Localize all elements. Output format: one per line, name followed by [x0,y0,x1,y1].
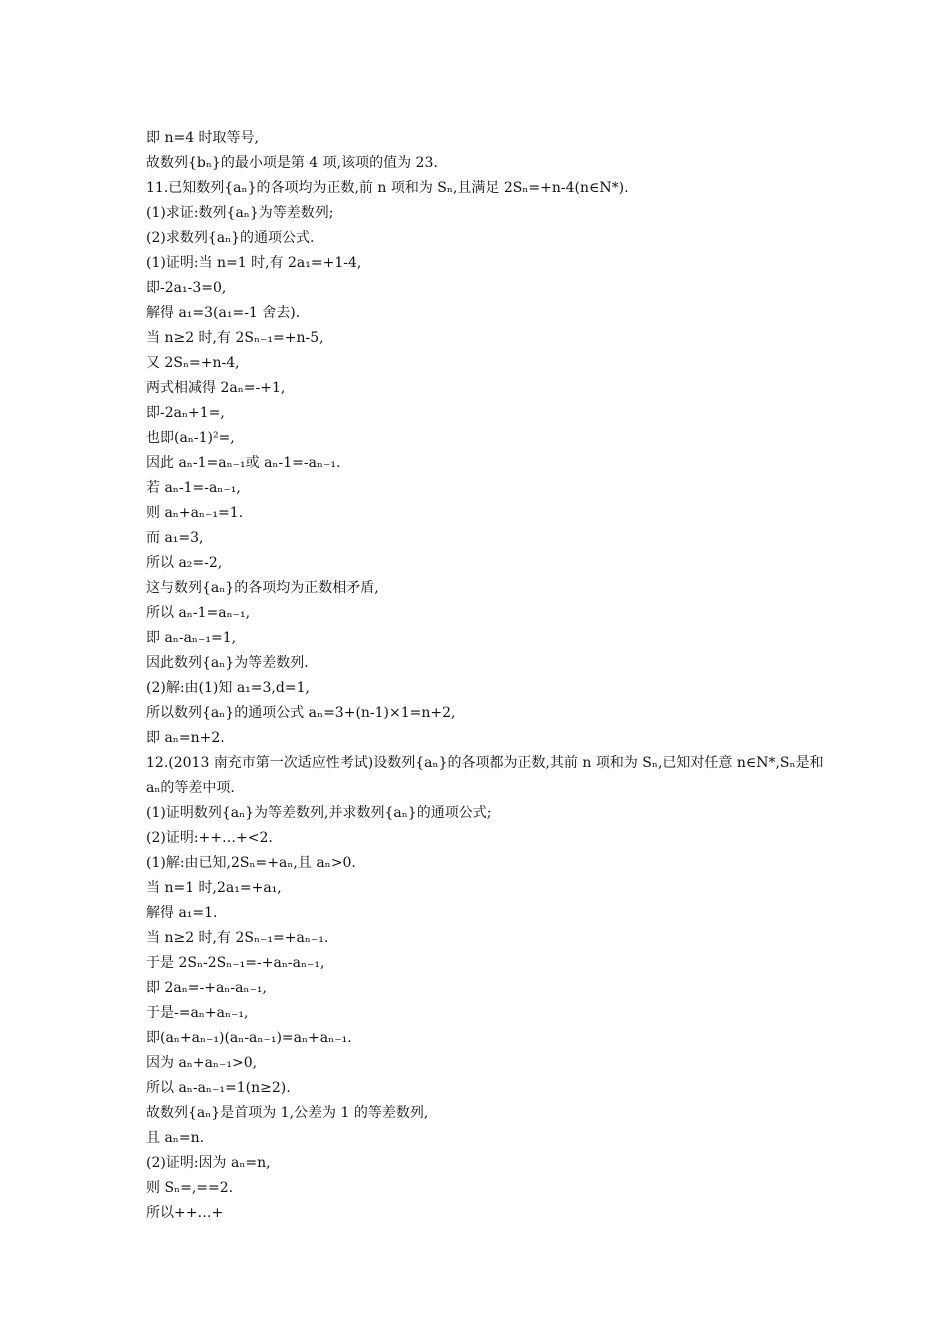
text-line: 若 aₙ-1=-aₙ₋₁, [146,480,241,496]
problem-11-statement: 11.已知数列{aₙ}的各项均为正数,前 n 项和为 Sₙ,且满足 2Sₙ=+n-4(n∈N*). [146,180,629,196]
text-line: 即-2a₁-3=0, [146,280,227,296]
text-line: (1)解:由已知,2Sₙ=+aₙ,且 aₙ>0. [146,855,356,871]
text-line: 即 n=4 时取等号, [146,130,260,146]
text-line: 因此数列{aₙ}为等差数列. [146,655,309,671]
text-line: 即 aₙ=n+2. [146,730,225,746]
text-line: 两式相减得 2aₙ=-+1, [146,380,286,396]
text-line: 即 aₙ-aₙ₋₁=1, [146,630,237,646]
text-line: 也即(aₙ-1)²=, [146,430,235,446]
text-line: (2)证明:因为 aₙ=n, [146,1155,271,1171]
text-line: 当 n=1 时,2a₁=+a₁, [146,880,282,896]
text-line: 当 n≥2 时,有 2Sₙ₋₁=+n-5, [146,330,324,346]
text-line: (2)求数列{aₙ}的通项公式. [146,230,315,246]
text-line: (1)证明:当 n=1 时,有 2a₁=+1-4, [146,255,362,271]
text-line: (1)求证:数列{aₙ}为等差数列; [146,205,334,221]
text-line: 而 a₁=3, [146,530,204,546]
text-line: (2)解:由(1)知 a₁=3,d=1, [146,680,310,696]
text-line: 即 2aₙ=-+aₙ-aₙ₋₁, [146,980,267,996]
text-line: 所以++…+ [146,1205,224,1221]
text-line: 这与数列{aₙ}的各项均为正数相矛盾, [146,580,379,596]
text-line: 当 n≥2 时,有 2Sₙ₋₁=+aₙ₋₁. [146,930,329,946]
text-line: 因为 aₙ+aₙ₋₁>0, [146,1055,258,1071]
text-line: 且 aₙ=n. [146,1130,205,1146]
text-line: 所以数列{aₙ}的通项公式 aₙ=3+(n-1)×1=n+2, [146,705,456,721]
text-line: 即(aₙ+aₙ₋₁)(aₙ-aₙ₋₁)=aₙ+aₙ₋₁. [146,1030,352,1046]
text-line: 即-2aₙ+1=, [146,405,225,421]
text-line: 解得 a₁=3(a₁=-1 舍去). [146,305,301,321]
document-body [146,126,826,1226]
text-line: 所以 aₙ-1=aₙ₋₁, [146,605,251,621]
text-line: 又 2Sₙ=+n-4, [146,355,240,371]
text-line: (2)证明:++…+<2. [146,830,273,846]
text-line: 于是 2Sₙ-2Sₙ₋₁=-+aₙ-aₙ₋₁, [146,955,325,971]
text-line: 所以 aₙ-aₙ₋₁=1(n≥2). [146,1080,291,1096]
text-line: 故数列{aₙ}是首项为 1,公差为 1 的等差数列, [146,1105,429,1121]
text-line: 则 Sₙ=,==2. [146,1180,234,1196]
text-line: 因此 aₙ-1=aₙ₋₁或 aₙ-1=-aₙ₋₁. [146,455,341,471]
text-line: 故数列{bₙ}的最小项是第 4 项,该项的值为 23. [146,155,438,171]
text-line: 于是-=aₙ+aₙ₋₁, [146,1005,249,1021]
problem-12-statement: 12.(2013 南充市第一次适应性考试)设数列{aₙ}的各项都为正数,其前 n 项和为 Sₙ,已知对任意 n∈N*,Sₙ是和 aₙ的等差中项. [146,755,824,796]
text-line: (1)证明数列{aₙ}为等差数列,并求数列{aₙ}的通项公式; [146,805,492,821]
text-line: 所以 a₂=-2, [146,555,223,571]
text-line: 则 aₙ+aₙ₋₁=1. [146,505,244,521]
text-line: 解得 a₁=1. [146,905,218,921]
